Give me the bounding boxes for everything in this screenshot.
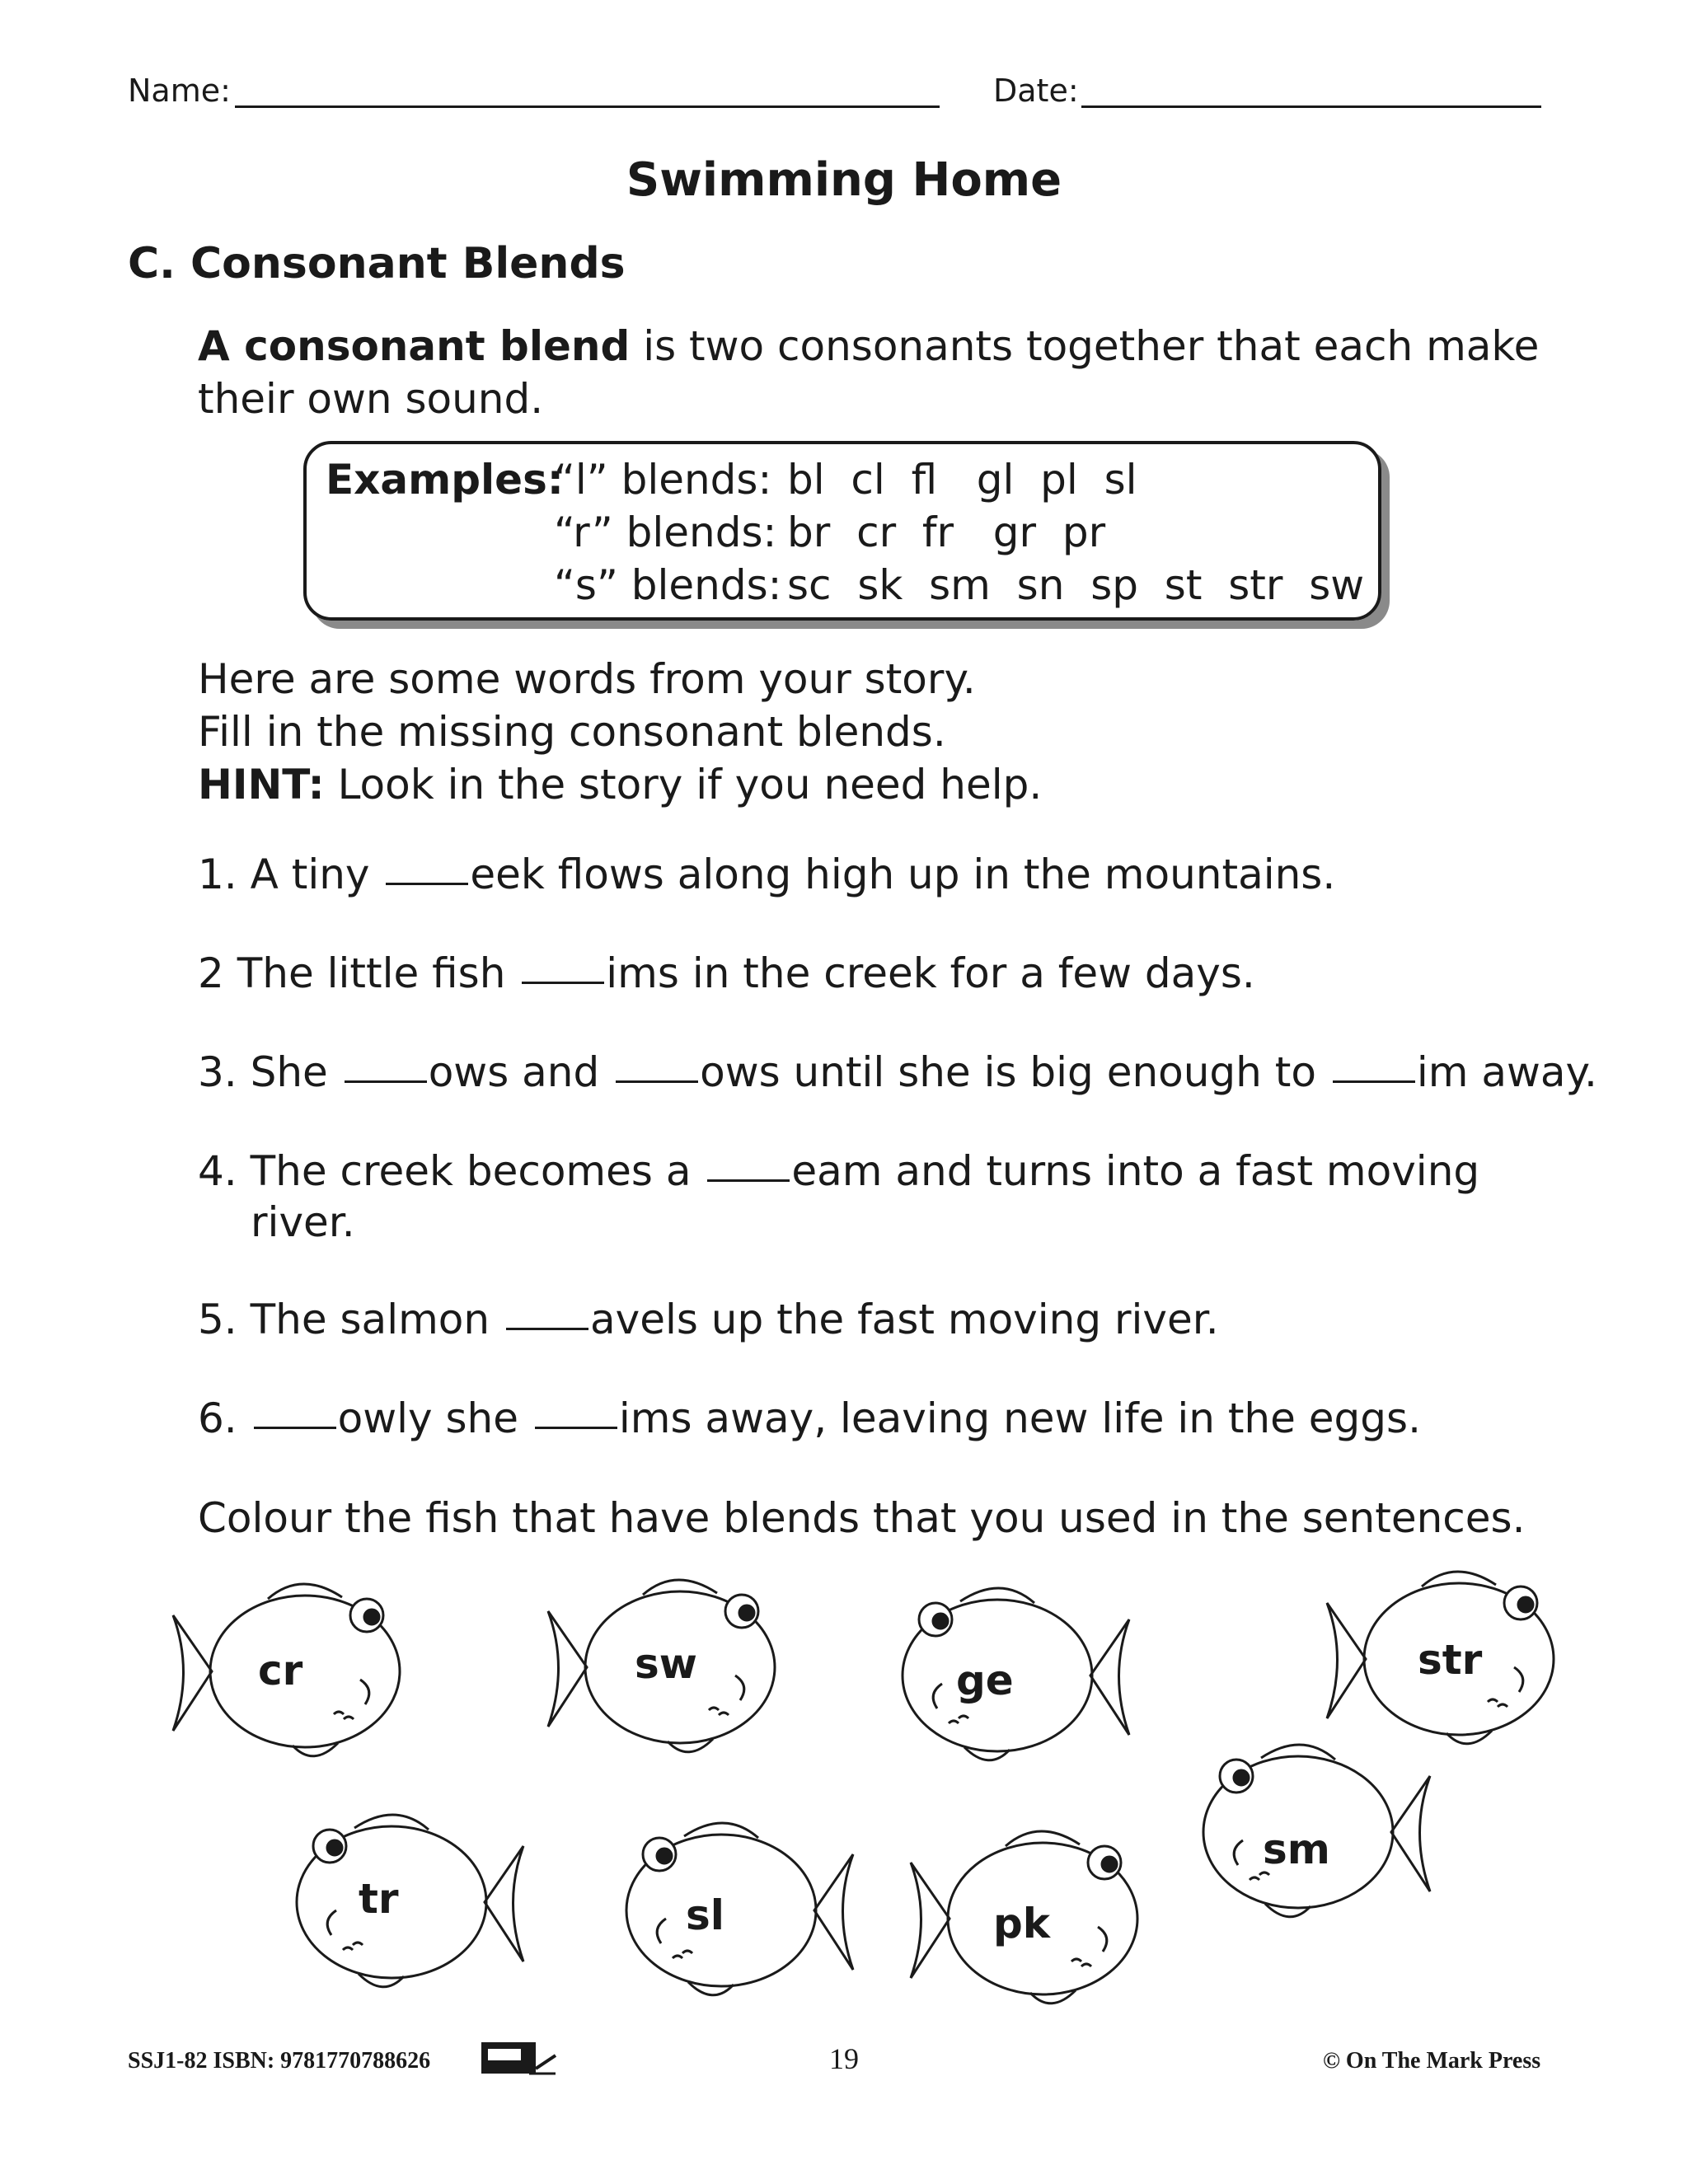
section-heading: C. Consonant Blends [128,239,626,288]
question-text: The salmon [250,1296,503,1343]
fish-cr[interactable] [169,1574,424,1764]
question-text: ows and [428,1048,613,1096]
instructions [198,653,1042,811]
question-text: avels up the fast moving river. [589,1296,1219,1343]
fish-pk[interactable] [907,1821,1162,2011]
definition-line2: their own sound. [198,375,544,423]
question-text: The little fish [237,949,519,997]
s-blends-head: “s” blends: [554,561,782,609]
answer-blank[interactable] [616,1080,698,1083]
question-text: eek flows along high up in the mountains. [470,851,1336,898]
fish-blend-label: ge [956,1657,1014,1704]
definition-rest: is two consonants together that each make [643,322,1540,370]
question-1 [198,849,1335,900]
question-5 [198,1294,1219,1345]
question-number: 6. [198,1394,237,1442]
r-blends-head: “r” blends: [554,509,777,556]
footer-publisher: © On The Mark Press [1323,2048,1541,2074]
fish-sl[interactable] [602,1813,857,2003]
question-text: The creek becomes a [250,1147,705,1195]
answer-blank[interactable] [522,982,604,984]
question-text: river. [251,1198,355,1246]
question-text: ows until she is big enough to [700,1048,1329,1096]
definition-term: A consonant blend [198,322,631,370]
question-number: 2 [198,949,224,997]
question-number: 3. [198,1048,237,1096]
answer-blank[interactable] [707,1179,790,1182]
question-3 [198,1047,1597,1098]
question-text: eam and turns into a fast moving [791,1147,1480,1195]
instructions-line2: Fill in the missing consonant blends. [198,708,946,756]
question-2 [198,948,1255,999]
answer-blank[interactable] [386,883,468,885]
fish-ge[interactable] [878,1578,1133,1768]
s-blends-items: sc sk sm sn sp st str sw [787,561,1365,609]
r-blends-items: br cr fr gr pr [787,509,1106,556]
fish-str[interactable] [1323,1562,1578,1751]
question-text: owly she [337,1394,532,1442]
question-text: im away. [1416,1048,1597,1096]
question-4 [198,1146,1479,1248]
fish-blend-label: cr [258,1647,303,1694]
question-number: 1. [198,851,237,898]
question-text: She [250,1048,341,1096]
colour-instruction: Colour the fish that have blends that you used in the sentences. [198,1494,1526,1542]
name-label: Name: [128,73,231,109]
page-number: 19 [829,2042,859,2075]
footer-isbn: SSJ1-82 ISBN: 9781770788626 [128,2048,431,2074]
fish-tr[interactable] [272,1805,528,1994]
name-field[interactable] [235,105,940,108]
definition [198,320,1539,425]
date-field[interactable] [1081,105,1541,108]
fish-blend-label: sm [1263,1825,1330,1873]
fish-blend-label: sl [686,1891,724,1939]
hint-label: HINT: [198,761,325,808]
question-number: 4. [198,1147,237,1195]
fish-icon [272,1805,528,1994]
date-label: Date: [993,73,1079,109]
fish-sw[interactable] [544,1570,799,1760]
answer-blank[interactable] [506,1328,588,1330]
fish-icon [602,1813,857,2003]
fish-blend-label: pk [993,1900,1051,1947]
l-blends-items: bl cl fl gl pl sl [787,456,1137,504]
instructions-line1: Here are some words from your story. [198,655,976,703]
answer-blank[interactable] [345,1080,427,1083]
fish-blend-label: tr [359,1875,399,1923]
question-text: ims away, leaving new life in the eggs. [618,1394,1421,1442]
question-text: A tiny [250,851,383,898]
fish-sm[interactable] [1179,1735,1434,1924]
examples-label: Examples: [326,456,564,504]
fish-blend-label: sw [635,1640,697,1688]
hint-text: Look in the story if you need help. [337,761,1043,808]
l-blends-head: “l” blends: [554,456,772,504]
page-title: Swimming Home [626,153,1062,207]
answer-blank[interactable] [1333,1080,1415,1083]
answer-blank[interactable] [535,1427,617,1429]
fish-blend-label: str [1418,1636,1483,1684]
question-number: 5. [198,1296,237,1343]
answer-blank[interactable] [254,1427,336,1429]
question-text: ims in the creek for a few days. [606,949,1255,997]
question-6 [198,1393,1421,1444]
